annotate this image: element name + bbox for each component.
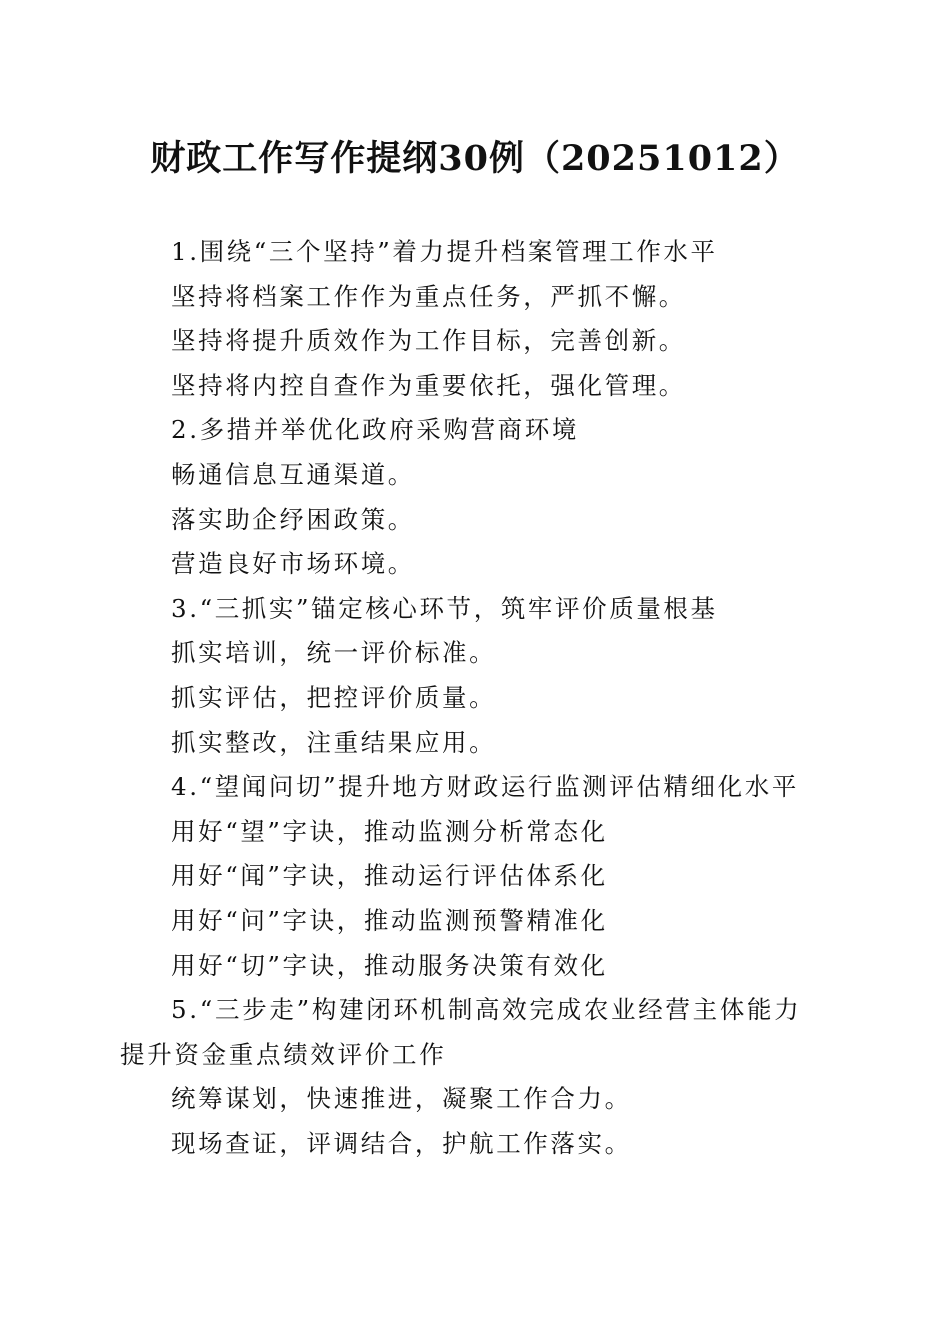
body-line: 营造良好市场环境。 — [171, 549, 415, 579]
section-heading: 3.“三抓实”锚定核心环节，筑牢评价质量根基 — [171, 593, 718, 623]
section-heading: 2.多措并举优化政府采购营商环境 — [171, 415, 579, 445]
body-line: 抓实培训，统一评价标准。 — [171, 638, 497, 668]
body-line: 落实助企纾困政策。 — [171, 504, 415, 534]
body-line: 现场查证，评调结合，护航工作落实。 — [171, 1128, 632, 1158]
section-heading: 1.围绕“三个坚持”着力提升档案管理工作水平 — [171, 237, 718, 266]
document-body — [120, 230, 826, 1166]
body-line: 抓实评估，把控评价质量。 — [171, 682, 497, 712]
body-line: 坚持将内控自查作为重要依托，强化管理。 — [171, 370, 686, 400]
section-heading: 4.“望闻问切”提升地方财政运行监测评估精细化水平 — [171, 772, 799, 802]
body-line: 用好“闻”字诀，推动运行评估体系化 — [171, 861, 608, 891]
body-line: 坚持将提升质效作为工作目标，完善创新。 — [171, 326, 686, 356]
body-line: 坚持将档案工作作为重点任务，严抓不懈。 — [171, 281, 686, 311]
body-line: 用好“切”字诀，推动服务决策有效化 — [171, 950, 608, 980]
body-line: 统筹谋划，快速推进，凝聚工作合力。 — [171, 1084, 632, 1114]
body-line: 抓实整改，注重结果应用。 — [171, 727, 497, 757]
body-line: 畅通信息互通渠道。 — [171, 459, 415, 489]
body-line: 用好“问”字诀，推动监测预警精准化 — [171, 905, 608, 935]
document-title: 财政工作写作提纲30例（20251012） — [150, 138, 800, 179]
section-heading: 5.“三步走”构建闭环机制高效完成农业经营主体能力提升资金重点绩效评价工作 — [120, 995, 802, 1069]
body-line: 用好“望”字诀，推动监测分析常态化 — [171, 816, 608, 846]
